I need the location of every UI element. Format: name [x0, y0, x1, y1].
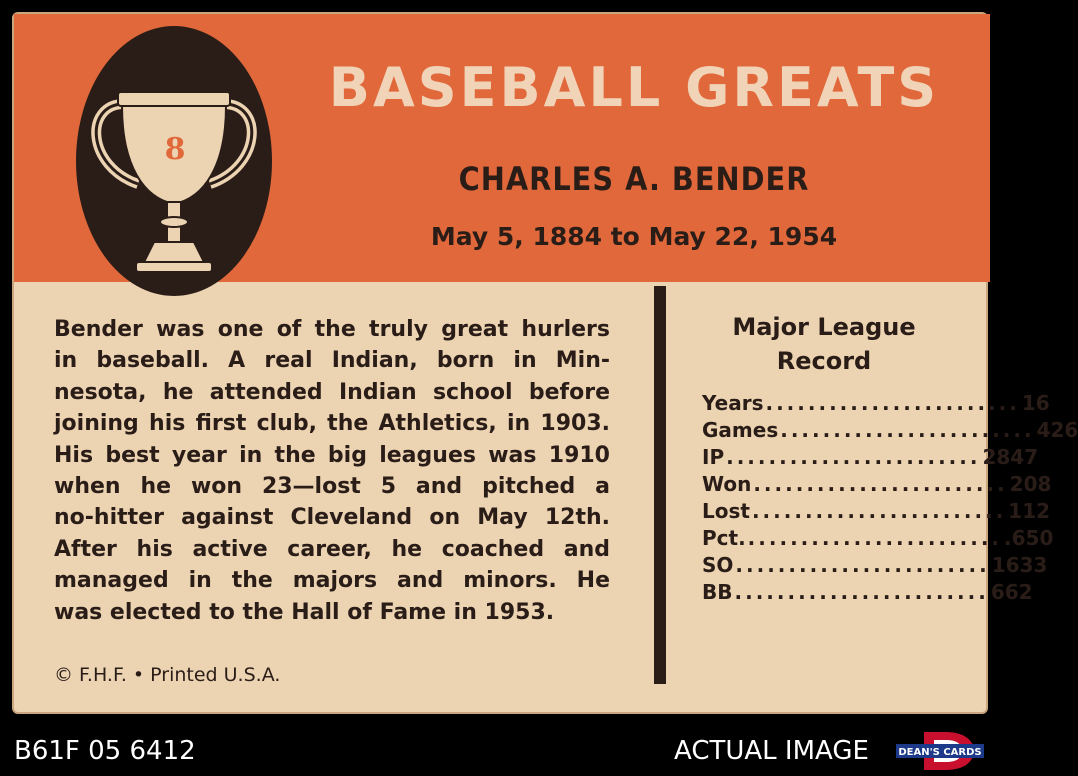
- stat-label: SO: [702, 553, 734, 577]
- inventory-code: B61F 05 6412: [14, 736, 196, 766]
- stat-value: 112: [1008, 499, 1051, 523]
- stat-row-won: [702, 471, 1052, 498]
- series-title: BASEBALL GREATS: [328, 56, 940, 119]
- bio-line: joining his first club, the Athletics, in 1903.: [54, 411, 610, 437]
- leader-dots: ........................: [747, 526, 1003, 550]
- stat-row-lost: [702, 498, 1051, 525]
- stat-value: 426: [1036, 418, 1078, 442]
- stats-table: [702, 390, 1078, 606]
- stat-label: Games: [702, 418, 779, 442]
- bio-line: nesota, he attended Indian school before: [54, 379, 610, 405]
- bio-line: in baseball. A real Indian, born in Min-: [54, 348, 610, 374]
- stat-label: Lost: [702, 499, 750, 523]
- record-heading-line1: Major League: [732, 313, 916, 341]
- card-number: 8: [164, 132, 186, 167]
- copyright-footer: © F.H.F. • Printed U.S.A.: [54, 664, 281, 686]
- stat-label: IP: [702, 445, 725, 469]
- actual-image-label: ACTUAL IMAGE: [674, 736, 869, 766]
- stat-label: Years: [702, 391, 764, 415]
- stat-value: 662: [990, 580, 1033, 604]
- bio-line: Bender was one of the truly great hurlers: [54, 317, 610, 342]
- logo-text: DEAN'S CARDS: [898, 747, 982, 758]
- leader-dots: ........................: [735, 553, 990, 577]
- player-name: CHARLES A. BENDER: [458, 160, 810, 198]
- leader-dots: ........................: [765, 391, 1020, 415]
- stat-row-bb: [702, 579, 1033, 606]
- stat-value: .650: [1004, 526, 1054, 550]
- stat-row-years: [702, 390, 1050, 417]
- stat-value: 1633: [991, 553, 1048, 577]
- stat-label: BB: [702, 580, 733, 604]
- deans-cards-logo: [894, 730, 986, 772]
- bio-line: After his active career, he coached and: [54, 536, 610, 562]
- baseball-card-back: [12, 12, 1078, 714]
- bio-line: no-hitter against Cleveland on May 12th.: [54, 505, 610, 531]
- column-divider: [654, 286, 666, 684]
- bio-line: His best year in the big leagues was 1910: [54, 442, 610, 468]
- leader-dots: ........................: [753, 472, 1008, 496]
- bio-line: managed in the majors and minors. He: [54, 568, 610, 594]
- leader-dots: ........................: [726, 445, 981, 469]
- player-dates: May 5, 1884 to May 22, 1954: [430, 222, 838, 251]
- record-heading-line2: Record: [776, 347, 872, 375]
- stat-label: Pct.: [702, 526, 746, 550]
- record-heading: [694, 310, 954, 378]
- stat-value: 2847: [982, 445, 1039, 469]
- leader-dots: ........................: [780, 418, 1035, 442]
- stat-row-ip: [702, 444, 1039, 471]
- stat-value: 208: [1009, 472, 1052, 496]
- stat-value: 16: [1021, 391, 1050, 415]
- player-biography: [54, 314, 610, 628]
- stat-label: Won: [702, 472, 752, 496]
- leader-dots: ........................: [734, 580, 989, 604]
- stat-row-games: [702, 417, 1078, 444]
- stat-row-so: [702, 552, 1048, 579]
- leader-dots: ........................: [751, 499, 1007, 523]
- bio-line: was elected to the Hall of Fame in 1953.: [54, 599, 555, 625]
- bio-line: when he won 23—lost 5 and pitched a: [54, 474, 610, 500]
- stat-row-pct: [702, 525, 1054, 552]
